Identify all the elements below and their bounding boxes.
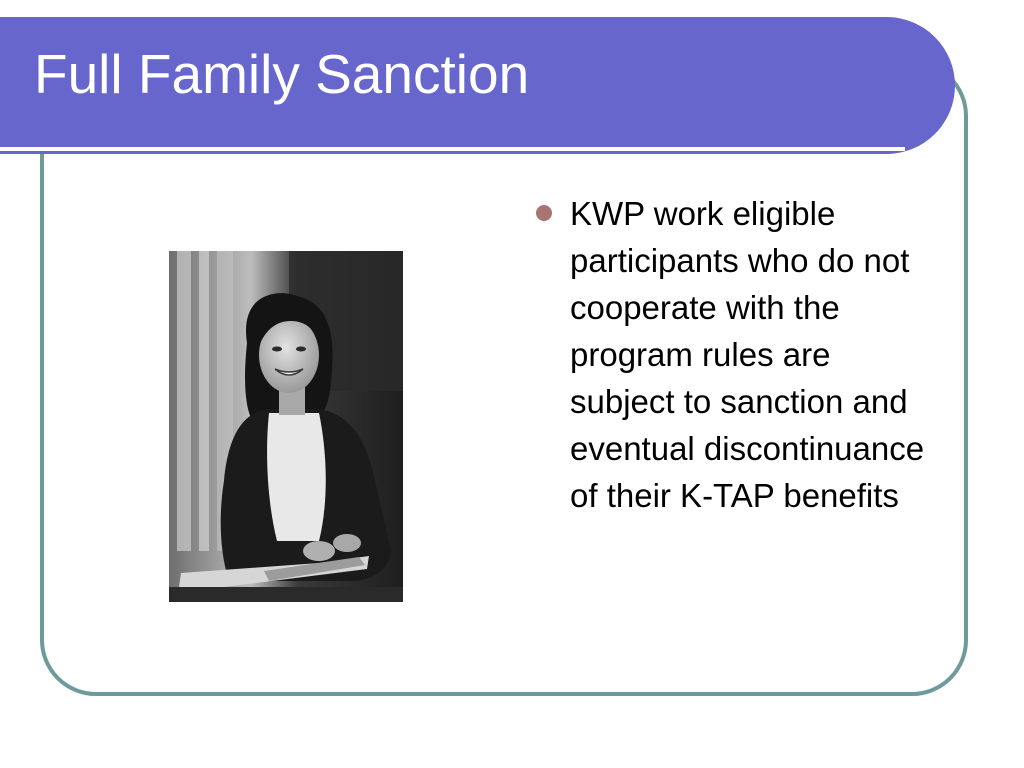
bullet-list [532, 190, 952, 519]
slide-title: Full Family Sanction [34, 43, 530, 105]
title-underline [0, 147, 905, 151]
bullet-text: KWP work eligible participants who do not cooperate with the program rules are subject to sanction and eventual discontinuance of their K-TAP benefits [570, 195, 925, 514]
bullet-item [532, 190, 952, 519]
woman-photo [169, 251, 403, 602]
bullet-dot-icon [536, 205, 552, 221]
woman-photo-illustration [169, 251, 403, 602]
